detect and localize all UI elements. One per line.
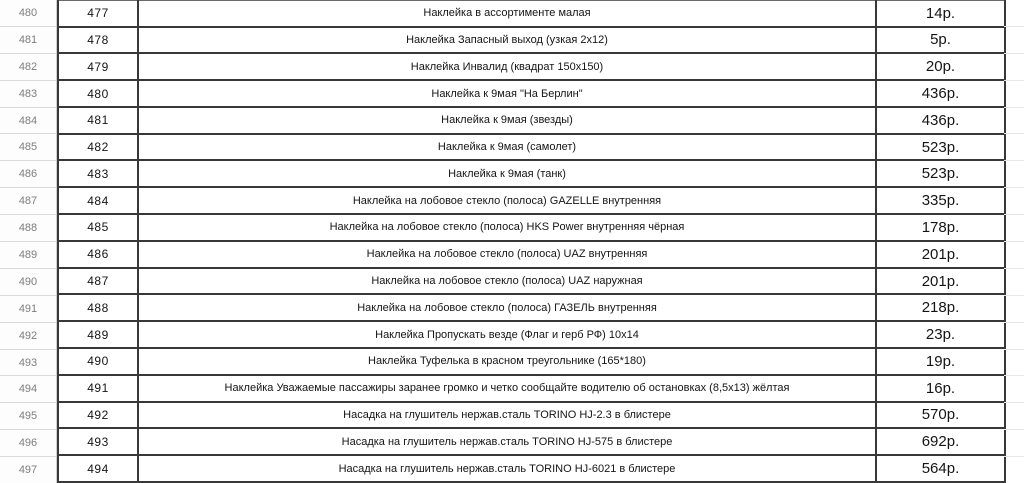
item-id-cell[interactable]: 493 [58,428,138,455]
table-row [58,375,1005,402]
row-number-header[interactable]: 486 [0,161,56,188]
table-row [58,348,1005,375]
row-number-header[interactable]: 484 [0,108,56,135]
grid-line [1004,188,1024,215]
item-name-cell[interactable]: Насадка на глушитель нержав.сталь TORINO HJ-575 в блистере [138,428,876,455]
row-number-header[interactable]: 489 [0,242,56,269]
grid-line [1004,296,1024,323]
item-name-cell[interactable]: Наклейка Инвалид (квадрат 150х150) [138,53,876,80]
item-name-cell[interactable]: Насадка на глушитель нержав.сталь TORINO HJ-6021 в блистере [138,455,876,482]
item-id-cell[interactable]: 486 [58,241,138,268]
item-id-cell[interactable]: 489 [58,321,138,348]
item-price-cell[interactable]: 436р. [876,80,1005,107]
item-price-cell[interactable]: 692р. [876,428,1005,455]
item-name-cell[interactable]: Наклейка на лобовое стекло (полоса) ГАЗЕЛЬ внутренняя [138,294,876,321]
item-name-cell[interactable]: Наклейка на лобовое стекло (полоса) UAZ внутренняя [138,241,876,268]
grid-line [1004,0,1024,27]
item-price-cell[interactable]: 564р. [876,455,1005,482]
item-price-cell[interactable]: 570р. [876,402,1005,429]
item-id-cell[interactable]: 481 [58,107,138,134]
grid-line [1004,54,1024,81]
table-row [58,241,1005,268]
item-name-cell[interactable]: Наклейка на лобовое стекло (полоса) HKS Power внутренняя чёрная [138,214,876,241]
item-name-cell[interactable]: Наклейка к 9мая "На Берлин" [138,80,876,107]
item-price-cell[interactable]: 523р. [876,160,1005,187]
item-name-cell[interactable]: Наклейка Запасный выход (узкая 2х12) [138,27,876,54]
price-table-body [58,1,1005,483]
grid-line [1004,457,1024,483]
item-price-cell[interactable]: 218р. [876,294,1005,321]
item-price-cell[interactable]: 16р. [876,375,1005,402]
row-number-header[interactable]: 495 [0,403,56,430]
row-number-gutter [0,0,57,483]
item-name-cell[interactable]: Наклейка на лобовое стекло (полоса) UAZ наружная [138,268,876,295]
grid-line [1004,269,1024,296]
table-row [58,187,1005,214]
item-id-cell[interactable]: 490 [58,348,138,375]
item-name-cell[interactable]: Наклейка Пропускать везде (Флаг и герб РФ) 10х14 [138,321,876,348]
grid-line-continuation [1004,0,1024,483]
row-number-header[interactable]: 482 [0,54,56,81]
item-price-cell[interactable]: 14р. [876,1,1005,27]
table-row [58,27,1005,54]
table-row [58,1,1005,27]
grid-line [1004,161,1024,188]
item-id-cell[interactable]: 478 [58,27,138,54]
row-number-header[interactable]: 491 [0,296,56,323]
item-price-cell[interactable]: 201р. [876,241,1005,268]
item-name-cell[interactable]: Насадка на глушитель нержав.сталь TORINO HJ-2.3 в блистере [138,402,876,429]
grid-line [1004,242,1024,269]
item-price-cell[interactable]: 178р. [876,214,1005,241]
table-row [58,455,1005,482]
item-price-cell[interactable]: 5р. [876,27,1005,54]
item-name-cell[interactable]: Наклейка Уважаемые пассажиры заранее громко и четко сообщайте водителю об остановках (8,5х13) жёлтая [138,375,876,402]
table-row [58,294,1005,321]
row-number-header[interactable]: 490 [0,269,56,296]
item-id-cell[interactable]: 487 [58,268,138,295]
item-name-cell[interactable]: Наклейка на лобовое стекло (полоса) GAZELLE внутренняя [138,187,876,214]
item-name-cell[interactable]: Наклейка в ассортименте малая [138,1,876,27]
row-number-header[interactable]: 480 [0,0,56,27]
item-id-cell[interactable]: 494 [58,455,138,482]
item-price-cell[interactable]: 23р. [876,321,1005,348]
table-row [58,268,1005,295]
item-name-cell[interactable]: Наклейка к 9мая (танк) [138,160,876,187]
item-name-cell[interactable]: Наклейка к 9мая (самолет) [138,134,876,161]
table-row [58,402,1005,429]
item-id-cell[interactable]: 485 [58,214,138,241]
item-price-cell[interactable]: 201р. [876,268,1005,295]
item-id-cell[interactable]: 477 [58,1,138,27]
item-id-cell[interactable]: 479 [58,53,138,80]
row-number-header[interactable]: 487 [0,188,56,215]
row-number-header[interactable]: 481 [0,27,56,54]
grid-line [1004,376,1024,403]
table-row [58,428,1005,455]
grid-line [1004,27,1024,54]
table-row [58,321,1005,348]
item-price-cell[interactable]: 335р. [876,187,1005,214]
table-row [58,80,1005,107]
row-number-header[interactable]: 496 [0,430,56,457]
table-row [58,160,1005,187]
row-number-header[interactable]: 483 [0,81,56,108]
table-row [58,134,1005,161]
item-id-cell[interactable]: 488 [58,294,138,321]
item-price-cell[interactable]: 20р. [876,53,1005,80]
table-row [58,107,1005,134]
table-row [58,214,1005,241]
row-number-header[interactable]: 493 [0,350,56,377]
item-id-cell[interactable]: 482 [58,134,138,161]
grid-line [1004,350,1024,377]
grid-line [1004,81,1024,108]
row-number-header[interactable]: 485 [0,134,56,161]
item-id-cell[interactable]: 483 [58,160,138,187]
item-id-cell[interactable]: 492 [58,402,138,429]
item-id-cell[interactable]: 491 [58,375,138,402]
item-id-cell[interactable]: 480 [58,80,138,107]
grid-line [1004,430,1024,457]
row-number-header[interactable]: 497 [18,464,38,477]
row-number-header[interactable]: 488 [0,215,56,242]
item-name-cell[interactable]: Наклейка Туфелька в красном треугольнике (165*180) [138,348,876,375]
grid-line [1004,215,1024,242]
grid-line [1004,108,1024,135]
item-price-cell[interactable]: 523р. [876,134,1005,161]
grid-line [1004,323,1024,350]
table-row [58,53,1005,80]
item-name-cell[interactable]: Наклейка к 9мая (звезды) [138,107,876,134]
grid-line [1004,134,1024,161]
item-price-cell[interactable]: 436р. [876,107,1005,134]
row-number-header[interactable]: 492 [0,323,56,350]
price-list-table [57,0,1006,483]
grid-line [1004,403,1024,430]
item-id-cell[interactable]: 484 [58,187,138,214]
row-number-header[interactable]: 494 [0,376,56,403]
item-price-cell[interactable]: 19р. [876,348,1005,375]
